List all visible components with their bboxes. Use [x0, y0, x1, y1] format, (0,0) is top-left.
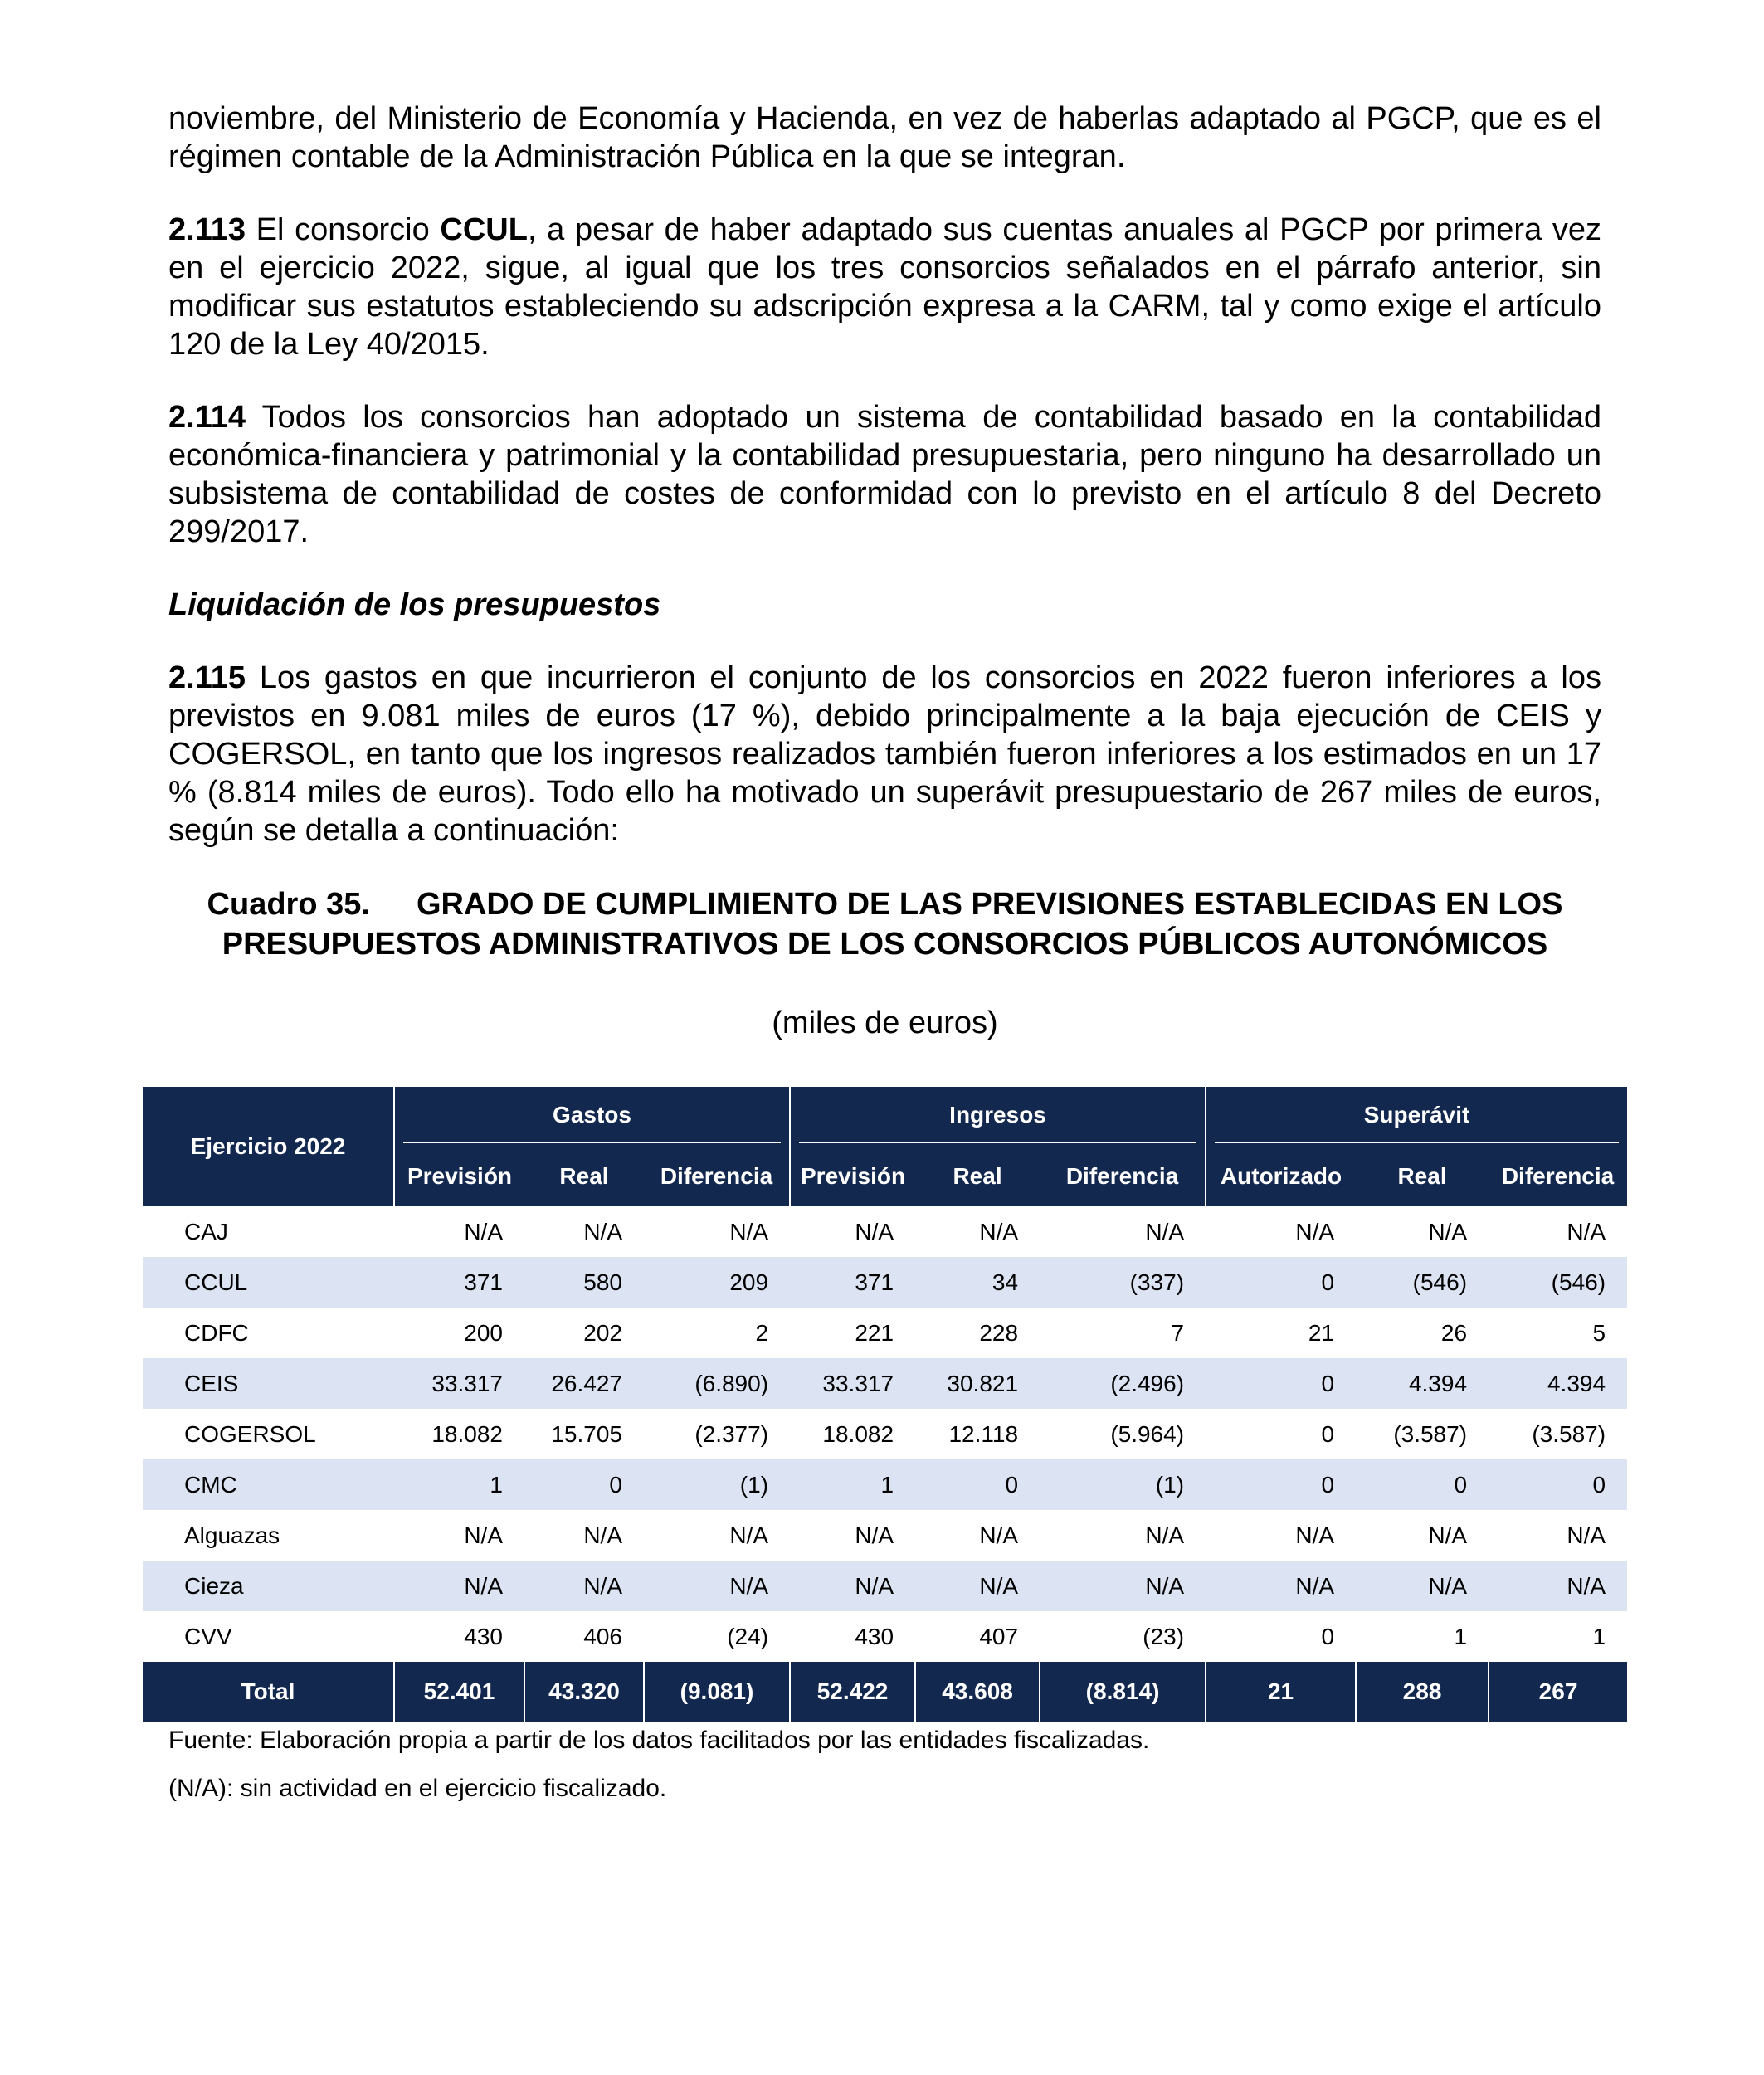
table-cell: 0	[1206, 1257, 1356, 1308]
table-notes	[168, 1726, 1149, 1822]
table-cell: 221	[855, 1319, 894, 1346]
paragraph-2-113	[168, 211, 1601, 363]
row-label: CEIS	[143, 1358, 394, 1409]
table-cell: 200	[464, 1319, 503, 1346]
subheader-superavit-diferencia: Diferencia	[1489, 1147, 1627, 1206]
header-group-superavit	[1206, 1087, 1627, 1147]
table-cell: 228	[979, 1319, 1019, 1346]
subheader-gastos-diferencia: Diferencia	[644, 1147, 790, 1206]
table-title-line-1: GRADO DE CUMPLIMIENTO DE LAS PREVISIONES ESTABLECIDAS EN LOS	[416, 887, 1563, 922]
subheader-ingresos-diferencia: Diferencia	[1040, 1147, 1206, 1206]
table-cell: N/A	[464, 1218, 503, 1245]
paragraph-text: El consorcio	[246, 212, 441, 247]
table-cell: N/A	[1428, 1522, 1468, 1548]
total-cell: 288	[1356, 1662, 1489, 1722]
header-group-ingresos	[790, 1087, 1206, 1147]
table-row	[143, 1561, 1627, 1611]
table-cell: 34	[915, 1257, 1040, 1308]
group-label: Gastos	[403, 1090, 781, 1143]
table-source: Fuente: Elaboración propia a partir de los datos facilitados por las entidades fiscalizadas.	[168, 1727, 1150, 1754]
table-row	[143, 1257, 1627, 1308]
table-cell: N/A	[1295, 1522, 1335, 1548]
table-cell: 1	[394, 1459, 524, 1510]
table-cell: 371	[394, 1257, 524, 1308]
table-cell: N/A	[583, 1522, 622, 1548]
table-cell: 406	[583, 1623, 622, 1649]
table-cell: 580	[524, 1257, 644, 1308]
table-cell: (2.496)	[1040, 1358, 1206, 1409]
table-cell: (24)	[727, 1623, 769, 1649]
table-cell: 2	[755, 1319, 769, 1346]
table-cell: (2.377)	[694, 1420, 769, 1447]
header-ejercicio: Ejercicio 2022	[143, 1087, 394, 1206]
table-cell: (3.587)	[1532, 1420, 1606, 1447]
table-cell: 0	[524, 1459, 644, 1510]
table-cell: 0	[1321, 1623, 1335, 1649]
table-cell: (546)	[1489, 1257, 1627, 1308]
row-label: Alguazas	[184, 1522, 280, 1548]
row-label: CCUL	[143, 1257, 394, 1308]
row-label: CVV	[184, 1623, 232, 1649]
document-body	[168, 100, 1601, 1042]
table-cell: (5.964)	[1110, 1420, 1185, 1447]
row-label: CAJ	[184, 1218, 228, 1245]
paragraph-text: , a pesar de haber adaptado sus cuentas anuales al PGCP por primera vez en el ejercicio 2022, sigue, al igual que los tres consorcios señalados en el párrafo anterior, sin modificar sus estatutos estableciendo su adscripción expresa a la CARM, tal y como exige el artículo 120 de la Ley 40/2015.	[168, 212, 1602, 362]
table-cell: 0	[915, 1459, 1040, 1510]
table-cell: N/A	[524, 1561, 644, 1611]
table-cell: N/A	[1489, 1561, 1627, 1611]
table-cell: N/A	[1428, 1218, 1468, 1245]
table-row	[143, 1358, 1627, 1409]
table-cell: 209	[644, 1257, 790, 1308]
table-cell: 371	[790, 1257, 915, 1308]
table-cell: 12.118	[948, 1420, 1019, 1447]
budget-table-wrapper	[143, 1087, 1627, 1722]
paragraph-number: 2.114	[168, 400, 246, 435]
table-cell: N/A	[1145, 1218, 1185, 1245]
table-cell: 430	[464, 1623, 503, 1649]
subheader-ingresos-prevision: Previsión	[790, 1147, 915, 1206]
table-cell: N/A	[1567, 1218, 1606, 1245]
total-cell: 43.320	[524, 1662, 644, 1722]
table-cell: N/A	[979, 1218, 1019, 1245]
table-cell: 21	[1308, 1319, 1335, 1346]
table-cell: 0	[1321, 1420, 1335, 1447]
table-cell: 7	[1171, 1319, 1185, 1346]
table-cell: 1	[1592, 1623, 1606, 1649]
table-row	[143, 1409, 1627, 1459]
total-cell: (9.081)	[644, 1662, 790, 1722]
table-cell: (546)	[1356, 1257, 1489, 1308]
table-cell: N/A	[1040, 1561, 1206, 1611]
subheader-ingresos-real: Real	[915, 1147, 1040, 1206]
subheader-superavit-autorizado: Autorizado	[1206, 1147, 1356, 1206]
header-group-gastos	[394, 1087, 790, 1147]
paragraph-bold-term: CCUL	[440, 212, 528, 247]
table-total-row	[143, 1662, 1627, 1722]
table-cell: (23)	[1143, 1623, 1185, 1649]
table-cell: N/A	[583, 1218, 622, 1245]
paragraph-continuation	[168, 100, 1601, 176]
section-heading: Liquidación de los presupuestos	[168, 587, 661, 622]
paragraph-2-114	[168, 398, 1601, 551]
table-cell: N/A	[729, 1218, 769, 1245]
table-cell: (3.587)	[1393, 1420, 1468, 1447]
table-cell: N/A	[729, 1522, 769, 1548]
total-cell: 21	[1206, 1662, 1356, 1722]
table-cell: (6.890)	[644, 1358, 790, 1409]
paragraph-number: 2.113	[168, 212, 246, 247]
table-cell: 202	[583, 1319, 622, 1346]
table-cell: 430	[855, 1623, 894, 1649]
table-cell: N/A	[1295, 1218, 1335, 1245]
table-cell: 0	[1206, 1459, 1356, 1510]
total-cell: 52.401	[394, 1662, 524, 1722]
table-cell: N/A	[855, 1522, 894, 1548]
table-label: Cuadro 35.	[207, 887, 370, 922]
table-title	[168, 884, 1601, 964]
total-cell: 43.608	[915, 1662, 1040, 1722]
row-label: CDFC	[184, 1319, 249, 1346]
group-label: Ingresos	[799, 1090, 1196, 1143]
table-cell: N/A	[1206, 1561, 1356, 1611]
table-cell: N/A	[915, 1561, 1040, 1611]
table-cell: 407	[979, 1623, 1019, 1649]
paragraph-number: 2.115	[168, 660, 246, 695]
table-cell: N/A	[790, 1561, 915, 1611]
table-cell: 0	[1206, 1358, 1356, 1409]
table-cell: 33.317	[394, 1358, 524, 1409]
table-cell: (1)	[1040, 1459, 1206, 1510]
total-cell: 52.422	[790, 1662, 915, 1722]
table-row	[143, 1510, 1627, 1561]
table-cell: 1	[1454, 1623, 1468, 1649]
total-label: Total	[143, 1662, 394, 1722]
table-cell: N/A	[1145, 1522, 1185, 1548]
row-label: COGERSOL	[184, 1420, 316, 1447]
table-cell: N/A	[979, 1522, 1019, 1548]
paragraph-2-115	[168, 659, 1601, 850]
group-label: Superávit	[1215, 1090, 1619, 1143]
table-row	[143, 1611, 1627, 1662]
paragraph-text: Todos los consorcios han adoptado un sistema de contabilidad basado en la contabilidad económica-financiera y patrimonial y la contabilidad presupuestaria, pero ninguno ha desarrollado un subsistema de contabilidad de costes de conformidad con lo previsto en el artículo 8 del Decreto 299/2017.	[168, 400, 1601, 549]
table-cell: 18.082	[822, 1420, 894, 1447]
table-cell: N/A	[464, 1522, 503, 1548]
table-cell: 5	[1592, 1319, 1606, 1346]
total-cell: (8.814)	[1040, 1662, 1206, 1722]
table-cell: 26	[1440, 1319, 1468, 1346]
table-cell: 0	[1356, 1459, 1489, 1510]
table-row	[143, 1308, 1627, 1358]
table-cell: N/A	[855, 1218, 894, 1245]
subheader-gastos-prevision: Previsión	[394, 1147, 524, 1206]
table-cell: 15.705	[551, 1420, 622, 1447]
row-label: Cieza	[143, 1561, 394, 1611]
table-cell: 33.317	[790, 1358, 915, 1409]
table-cell: 4.394	[1356, 1358, 1489, 1409]
table-cell: (1)	[644, 1459, 790, 1510]
table-cell: 18.082	[431, 1420, 503, 1447]
table-cell: 1	[790, 1459, 915, 1510]
table-units: (miles de euros)	[772, 1006, 998, 1040]
table-cell: 4.394	[1489, 1358, 1627, 1409]
paragraph-text: noviembre, del Ministerio de Economía y Hacienda, en vez de haberlas adaptado al PGCP, que es el régimen contable de la Administración Pública en la que se integran.	[168, 101, 1601, 174]
subheader-superavit-real: Real	[1356, 1147, 1489, 1206]
row-label: CMC	[143, 1459, 394, 1510]
subheader-gastos-real: Real	[524, 1147, 644, 1206]
paragraph-text: Los gastos en que incurrieron el conjunto de los consorcios en 2022 fueron inferiores a los previstos en 9.081 miles de euros (17 %), debido principalmente a la baja ejecución de CEIS y COGERSOL, en tanto que los ingresos realizados también fueron inferiores a los estimados en un 17 % (8.814 miles de euros). Todo ello ha motivado un superávit presupuestario de 267 miles de euros, según se detalla a continuación:	[168, 660, 1601, 848]
table-cell: 26.427	[524, 1358, 644, 1409]
budget-table	[143, 1087, 1627, 1722]
table-cell: 0	[1489, 1459, 1627, 1510]
table-row	[143, 1459, 1627, 1510]
table-body	[143, 1206, 1627, 1722]
table-cell: N/A	[644, 1561, 790, 1611]
table-cell: (337)	[1040, 1257, 1206, 1308]
table-na-note: (N/A): sin actividad en el ejercicio fiscalizado.	[168, 1775, 667, 1802]
table-cell: N/A	[394, 1561, 524, 1611]
table-title-line-2: PRESUPUESTOS ADMINISTRATIVOS DE LOS CONSORCIOS PÚBLICOS AUTONÓMICOS	[222, 927, 1548, 962]
table-cell: N/A	[1567, 1522, 1606, 1548]
total-cell: 267	[1489, 1662, 1627, 1722]
table-cell: 30.821	[915, 1358, 1040, 1409]
table-cell: N/A	[1356, 1561, 1489, 1611]
table-row	[143, 1206, 1627, 1257]
